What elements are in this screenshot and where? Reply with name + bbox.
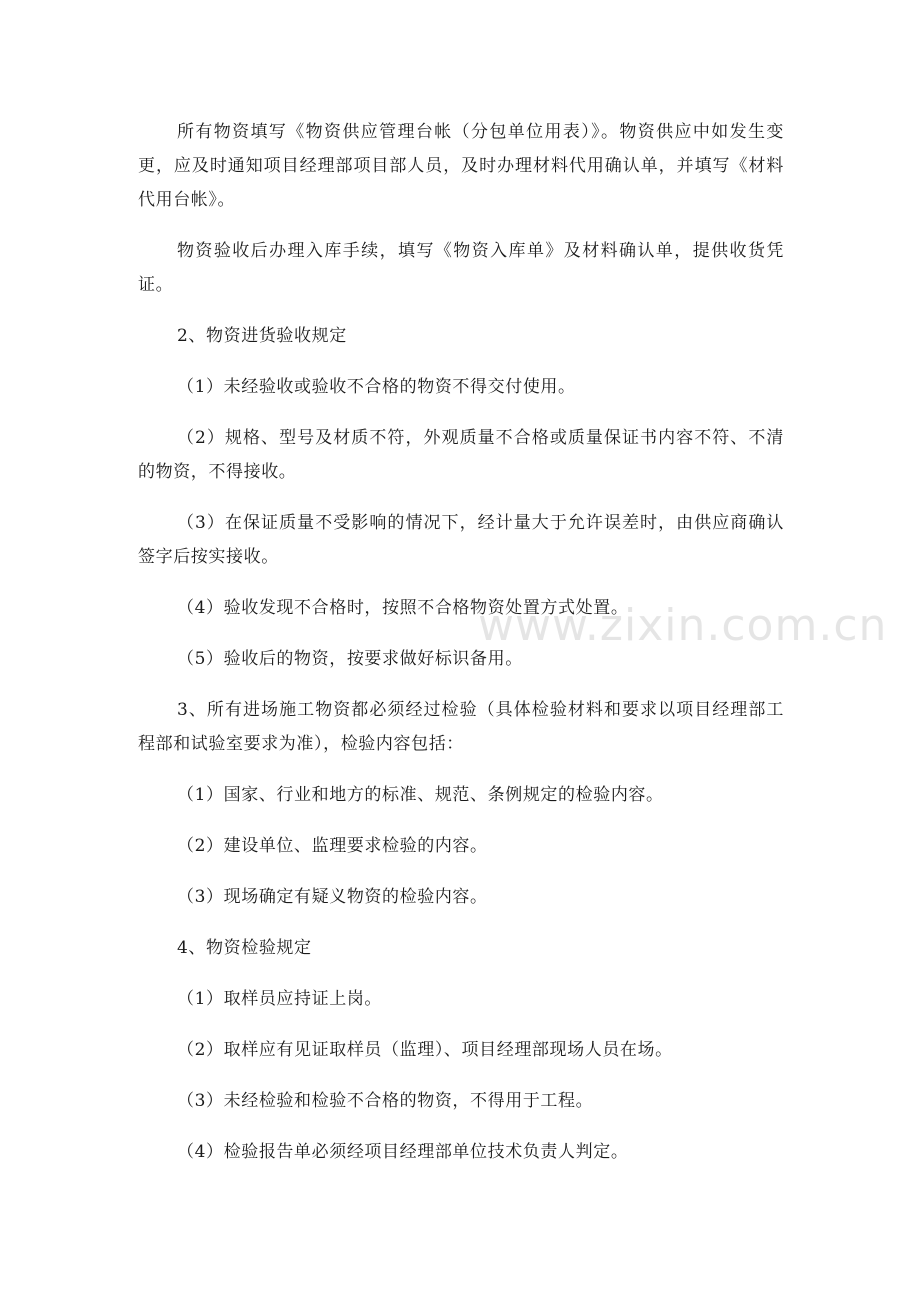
- watermark: www.zixin.com.cn: [478, 600, 888, 651]
- heading-incoming-inspection-rules: 2、物资进货验收规定: [177, 326, 347, 346]
- list-item: （2）取样应有见证取样员（监理）、项目经理部现场人员在场。: [177, 1040, 673, 1060]
- paragraph-site-materials-inspection: 3、所有进场施工物资都必须经过检验（具体检验材料和要求以项目经理部工程部和试验室要求为准），检验内容包括：: [138, 700, 784, 754]
- list-item: （1）取样员应持证上岗。: [177, 989, 383, 1009]
- list-item: （1）国家、行业和地方的标准、规范、条例规定的检验内容。: [177, 785, 664, 805]
- heading-inspection-rules: 4、物资检验规定: [177, 938, 312, 958]
- list-item: （1）未经验收或验收不合格的物资不得交付使用。: [177, 377, 576, 397]
- paragraph-supply-ledger: 所有物资填写《物资供应管理台帐（分包单位用表）》。物资供应中如发生变更，应及时通知项目经理部项目部人员，及时办理材料代用确认单，并填写《材料代用台帐》。: [138, 122, 784, 210]
- list-item: （2）建设单位、监理要求检验的内容。: [177, 836, 488, 856]
- list-item: （4）验收发现不合格时，按照不合格物资处置方式处置。: [177, 598, 629, 618]
- list-item: （3）现场确定有疑义物资的检验内容。: [177, 887, 488, 907]
- list-item: （5）验收后的物资，按要求做好标识备用。: [177, 649, 523, 669]
- list-item: （3）未经检验和检验不合格的物资，不得用于工程。: [177, 1091, 594, 1111]
- list-item: （4）检验报告单必须经项目经理部单位技术负责人判定。: [177, 1142, 629, 1162]
- document-body: [138, 115, 784, 1169]
- paragraph-warehousing: 物资验收后办理入库手续，填写《物资入库单》及材料确认单，提供收货凭证。: [138, 241, 784, 295]
- list-item: （3）在保证质量不受影响的情况下，经计量大于允许误差时，由供应商确认签字后按实接收。: [138, 513, 784, 567]
- list-item: （2）规格、型号及材质不符，外观质量不合格或质量保证书内容不符、不清的物资，不得接收。: [138, 428, 784, 482]
